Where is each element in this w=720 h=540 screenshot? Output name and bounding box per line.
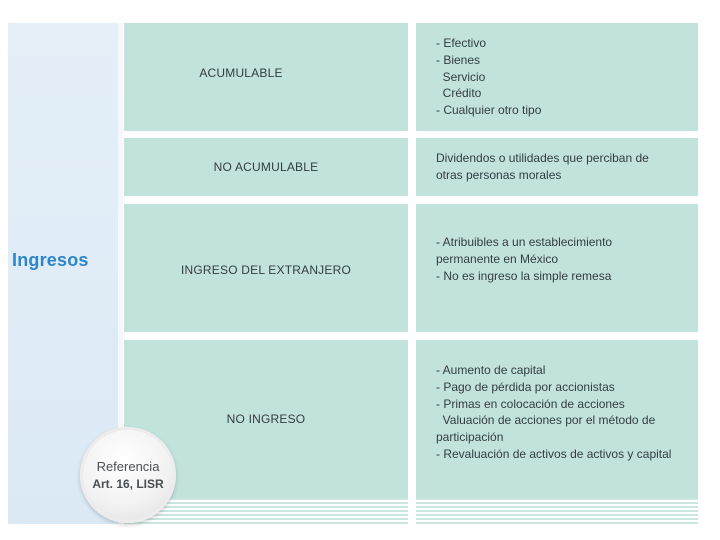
detail-line: otras personas morales [436, 168, 562, 182]
reference-badge [80, 427, 176, 523]
detail-line: - No es ingreso la simple remesa [436, 268, 612, 283]
detail-line: - Efectivo [436, 36, 487, 50]
category-row-accumulable [124, 23, 698, 131]
diagram-title: Ingresos [12, 250, 89, 270]
category-row-non-income [124, 340, 698, 498]
category-row-foreign-income [124, 204, 698, 332]
detail-line: permanente en México [436, 251, 559, 266]
detail-line: participación [436, 430, 504, 445]
details-cell [416, 138, 698, 196]
category-label: NO ACUMULABLE [213, 160, 319, 174]
category-cell [124, 23, 408, 131]
category-row-non-accumulable [124, 138, 698, 196]
detail-line: - Revaluación de activos de activos y capital [436, 446, 672, 461]
detail-line: - Cualquier otro tipo [436, 103, 542, 118]
detail-line: - Atribuibles a un establecimiento [436, 235, 613, 249]
detail-line: Valuación de acciones por el método de [436, 413, 656, 428]
reference-title: Referencia [96, 458, 160, 474]
details-cell [416, 204, 698, 332]
detail-line: - Bienes [436, 52, 481, 67]
detail-line: - Aumento de capital [436, 363, 546, 377]
category-label: NO INGRESO [226, 412, 306, 426]
details-cell [416, 23, 698, 131]
category-label: INGRESO DEL EXTRANJERO [181, 263, 351, 277]
category-cell [124, 204, 408, 332]
detail-line: Crédito [436, 86, 482, 101]
detail-line: Dividendos o utilidades que perciban de [436, 151, 649, 166]
category-cell [124, 138, 408, 196]
detail-line: Servicio [436, 69, 486, 84]
detail-line: - Pago de pérdida por accionistas [436, 379, 615, 394]
category-label: ACUMULABLE [199, 66, 283, 80]
detail-line: - Primas en colocación de acciones [436, 396, 625, 411]
details-cell [416, 340, 698, 498]
stripe-gap [408, 498, 416, 524]
reference-article: Art. 16, LISR [92, 476, 164, 491]
